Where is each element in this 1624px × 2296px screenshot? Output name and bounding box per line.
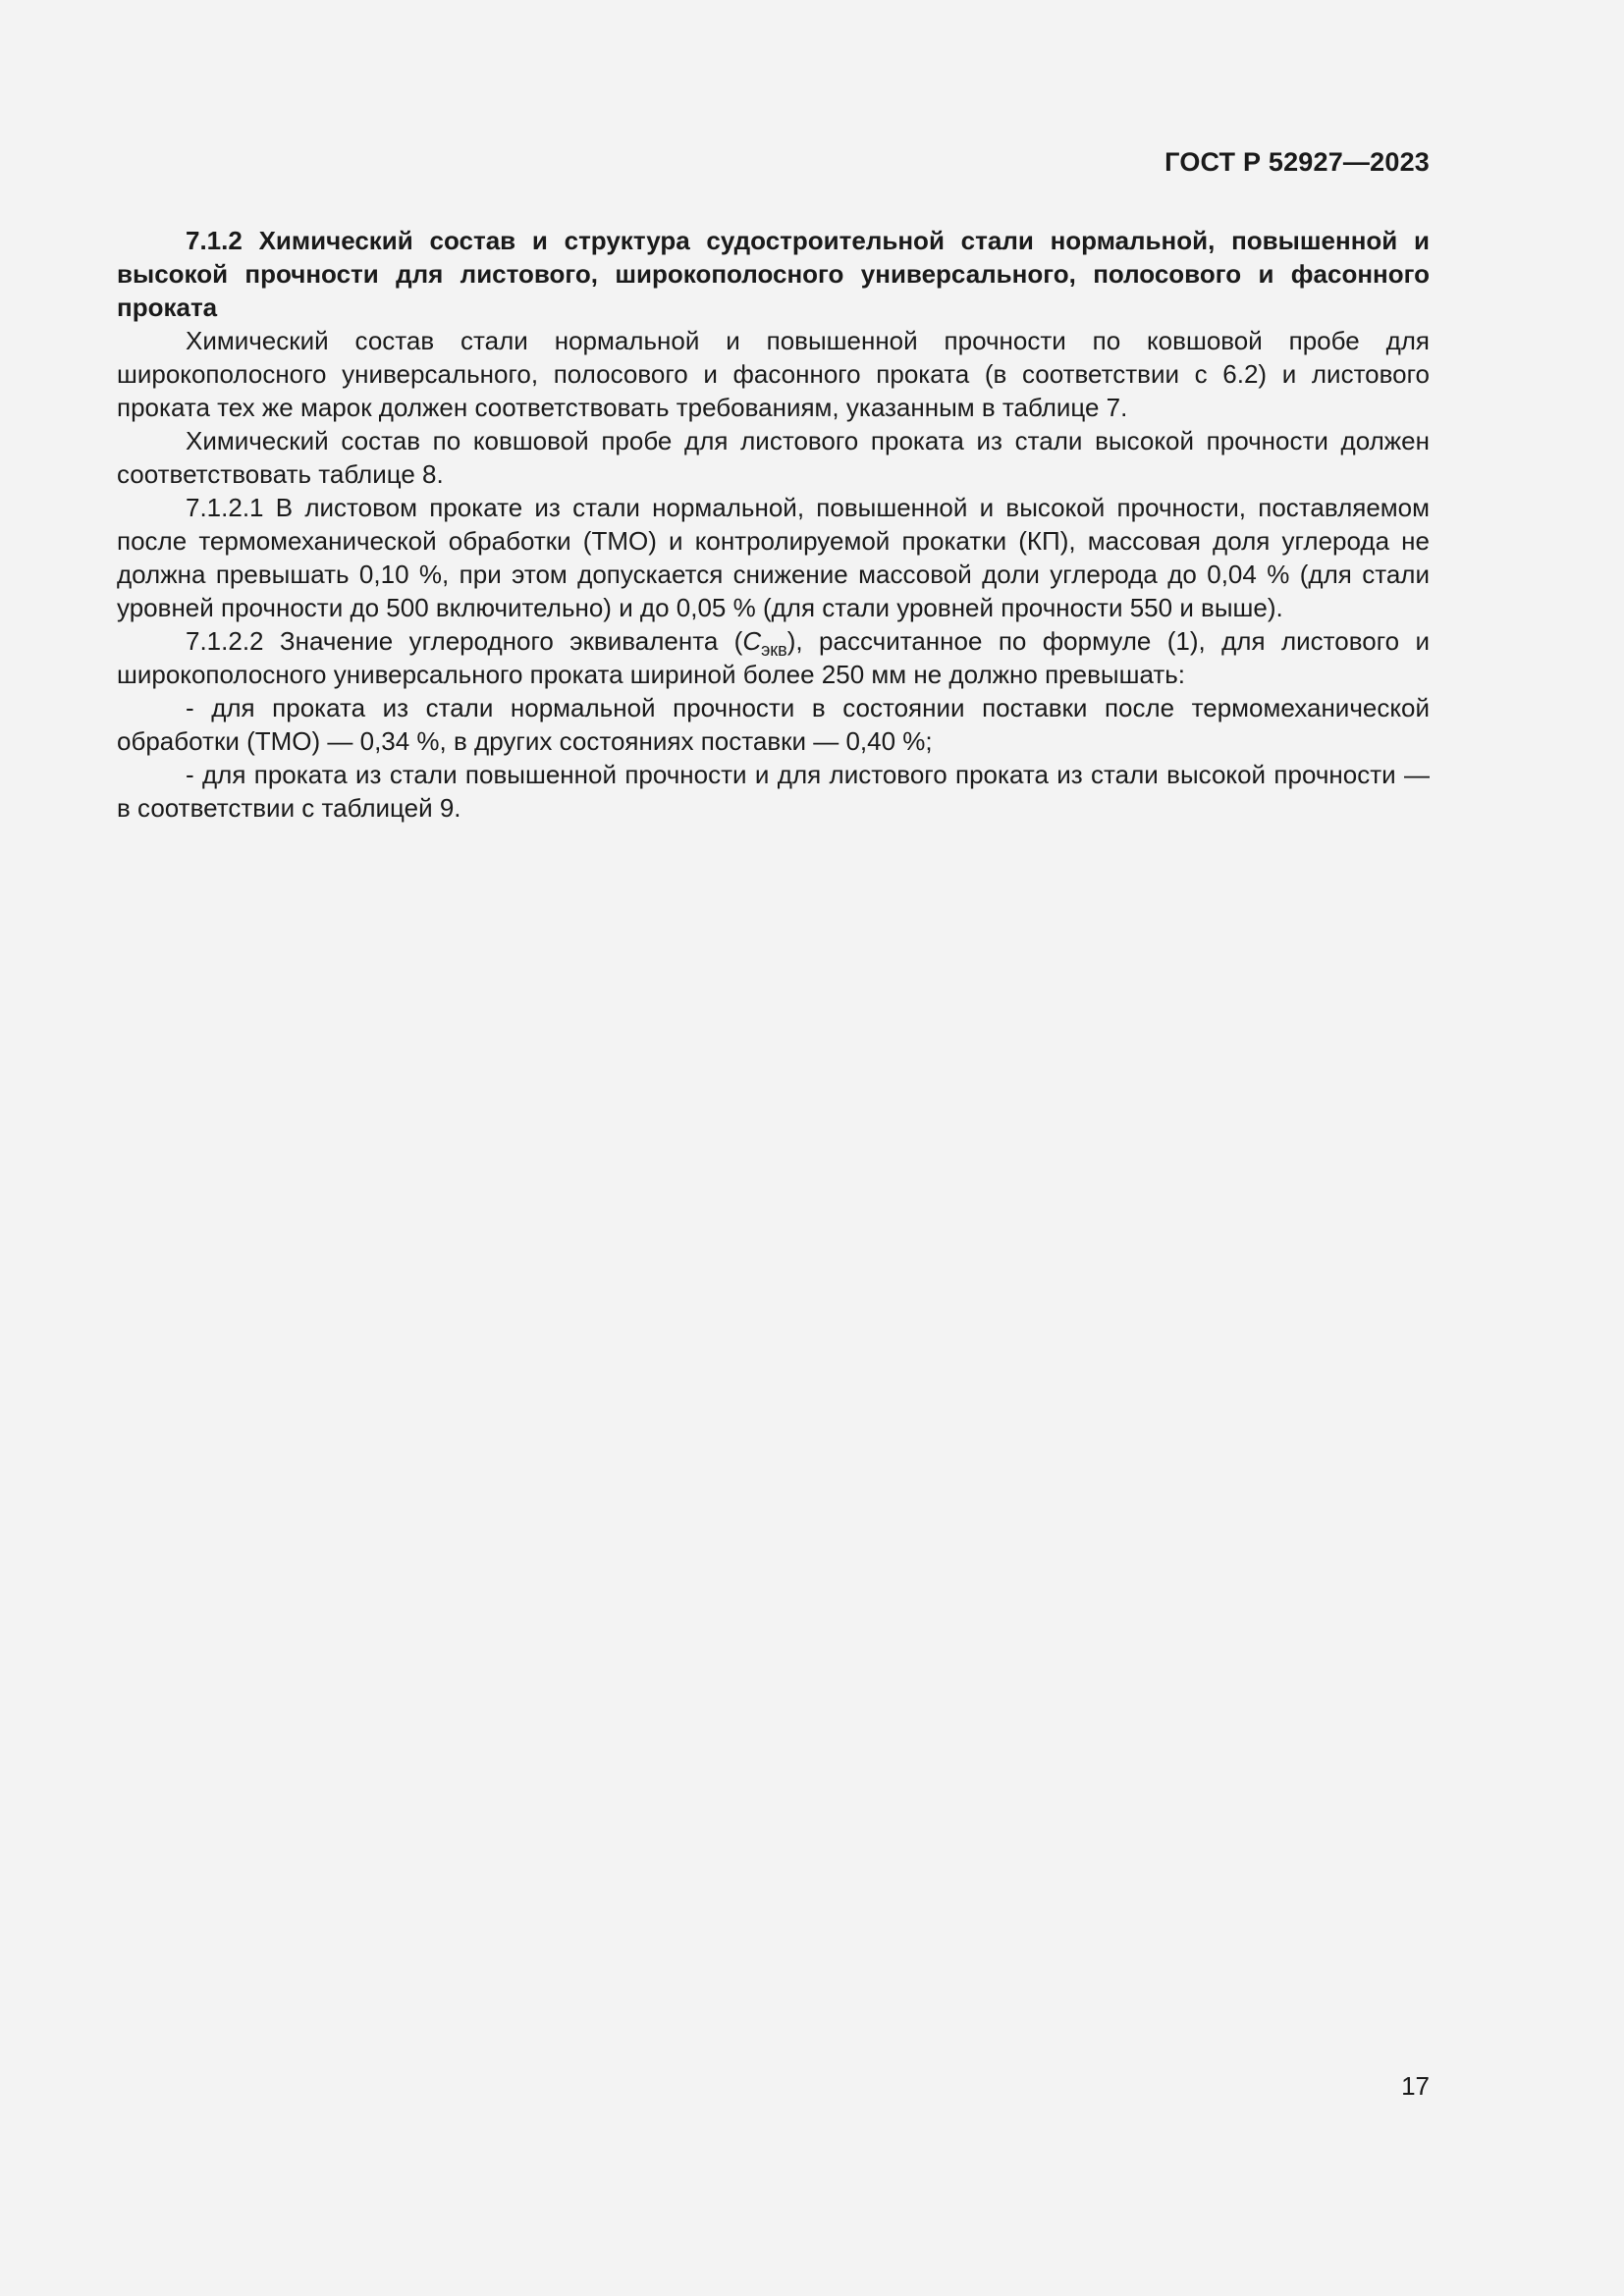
paragraph-high-strength: Химический состав по ковшовой пробе для листового проката из стали высокой прочности должен соответствовать таблице 8. [117, 426, 1430, 489]
carbon-equivalent-symbol: C [742, 626, 762, 656]
section-heading: 7.1.2 Химический состав и структура судостроительной стали нормальной, повышенной и высокой прочности для листового, широкополосного универсального, полосового и фасонного проката [117, 226, 1430, 322]
list-item-normal-strength: - для проката из стали нормальной прочности в состоянии поставки после термомеханической обработки (ТМО) — 0,34 %, в других состояниях поставки — 0,40 %; [117, 693, 1430, 756]
paragraph-chemical-composition: Химический состав стали нормальной и повышенной прочности по ковшовой пробе для широкополосного универсального, полосового и фасонного проката (в соответствии с 6.2) и листового проката тех же марок должен соответствовать требованиям, указанным в таблице 7. [117, 326, 1430, 422]
paragraph-7-1-2-2 [117, 624, 1430, 691]
paragraph-7-1-2-2-before: 7.1.2.2 Значение углеродного эквивалента ( [186, 626, 743, 656]
document-header: ГОСТ Р 52927—2023 [1164, 147, 1430, 177]
paragraph-7-1-2-2-after: ), рассчитанное по формуле (1), для листового и широкополосного универсального проката шириной более 250 мм не должно превышать: [117, 626, 1430, 689]
page-number: 17 [1401, 2071, 1430, 2101]
list-item-increased-strength: - для проката из стали повышенной прочности и для листового проката из стали высокой прочности — в соответствии с таблицей 9. [117, 760, 1430, 823]
carbon-equivalent-subscript: экв [761, 640, 787, 660]
paragraph-7-1-2-1: 7.1.2.1 В листовом прокате из стали нормальной, повышенной и высокой прочности, поставляемом после термомеханической обработки (ТМО) и контролируемой прокатки (КП), массовая доля углерода не должна превышать 0,10 %, при этом допускается снижение массовой доли углерода до 0,04 % (для стали уровней прочности до 500 включительно) и до 0,05 % (для стали уровней прочности 550 и выше). [117, 493, 1430, 622]
document-body [117, 224, 1430, 825]
